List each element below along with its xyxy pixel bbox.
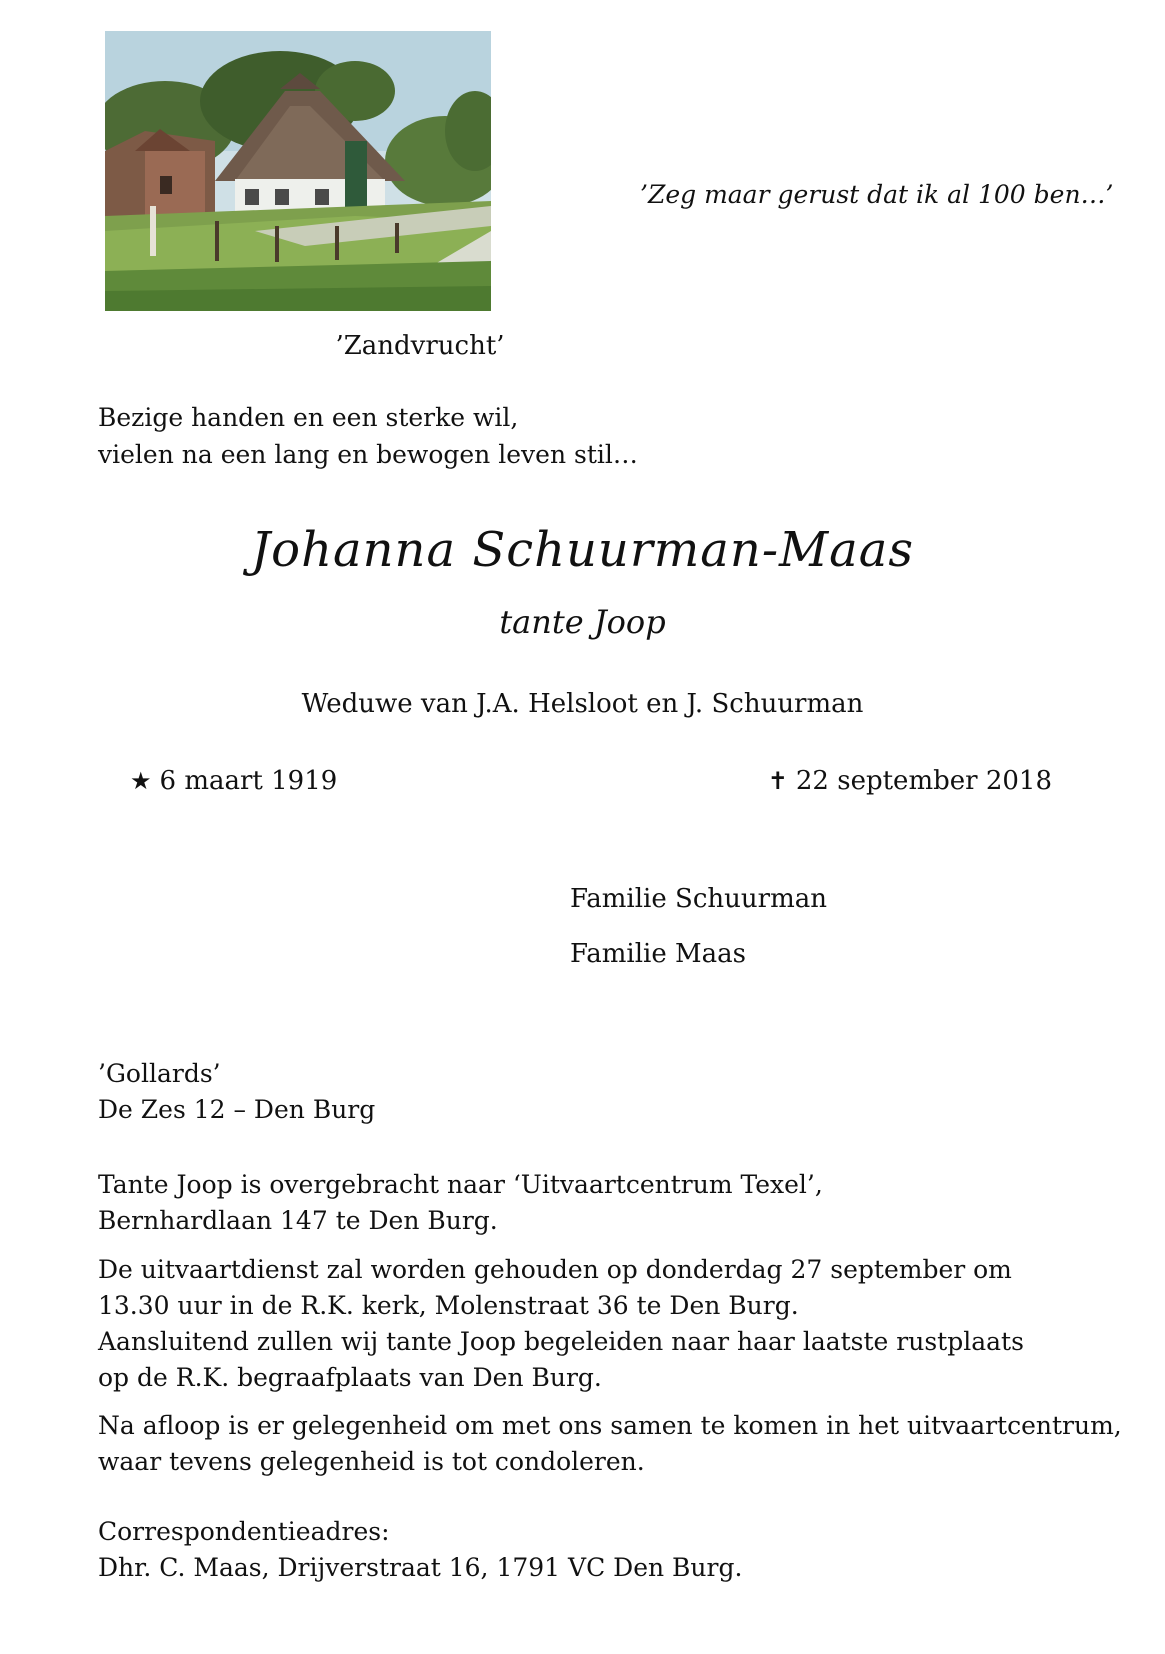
family-name: Familie Maas <box>570 939 746 969</box>
paragraph-line: Aansluitend zullen wij tante Joop begeleiden naar haar laatste rustplaats <box>98 1327 1024 1356</box>
family-signatures <box>570 872 827 982</box>
address-block <box>98 1056 1088 1128</box>
poem-line: vielen na een lang en bewogen leven stil… <box>98 440 638 469</box>
deceased-name: Johanna Schuurman-Maas <box>250 522 915 578</box>
poem-line: Bezige handen en een sterke wil, <box>98 403 519 432</box>
correspondence-address <box>98 1514 1088 1586</box>
paragraph-line: Bernhardlaan 147 te Den Burg. <box>98 1206 498 1235</box>
painting-caption: ’Zandvrucht’ <box>335 331 505 361</box>
farmhouse-painting-icon <box>105 31 491 311</box>
paragraph-line: op de R.K. begraafplaats van Den Burg. <box>98 1363 602 1392</box>
after-paragraph <box>98 1408 1122 1480</box>
address-line: De Zes 12 – Den Burg <box>98 1095 376 1124</box>
poem <box>98 399 898 473</box>
address-line: ’Gollards’ <box>98 1059 221 1088</box>
transfer-paragraph <box>98 1167 1088 1239</box>
paragraph-line: De uitvaartdienst zal worden gehouden op donderdag 27 september om <box>98 1255 1012 1284</box>
correspondence-line: Dhr. C. Maas, Drijverstraat 16, 1791 VC Den Burg. <box>98 1553 743 1582</box>
widow-of-line: Weduwe van J.A. Helsloot en J. Schuurman <box>301 689 864 719</box>
paragraph-line: Tante Joop is overgebracht naar ‘Uitvaartcentrum Texel’, <box>98 1170 823 1199</box>
family-name: Familie Schuurman <box>570 884 827 914</box>
star-icon: ★ <box>130 767 152 795</box>
paragraph-line: Na afloop is er gelegenheid om met ons samen te komen in het uitvaartcentrum, <box>98 1411 1122 1440</box>
paragraph-line: 13.30 uur in de R.K. kerk, Molenstraat 36 te Den Burg. <box>98 1291 799 1320</box>
deceased-nickname: tante Joop <box>499 603 666 641</box>
death-date-line <box>768 763 1052 799</box>
birth-date-line <box>130 763 337 799</box>
birth-date: 6 maart 1919 <box>159 766 338 796</box>
service-paragraph <box>98 1252 1088 1396</box>
paragraph-line: waar tevens gelegenheid is tot condoleren. <box>98 1447 645 1476</box>
motto-quote: ’Zeg maar gerust dat ik al 100 ben…’ <box>640 180 1114 209</box>
correspondence-label: Correspondentieadres: <box>98 1517 390 1546</box>
cross-icon: ✝ <box>767 767 788 795</box>
death-date: 22 september 2018 <box>795 766 1052 796</box>
